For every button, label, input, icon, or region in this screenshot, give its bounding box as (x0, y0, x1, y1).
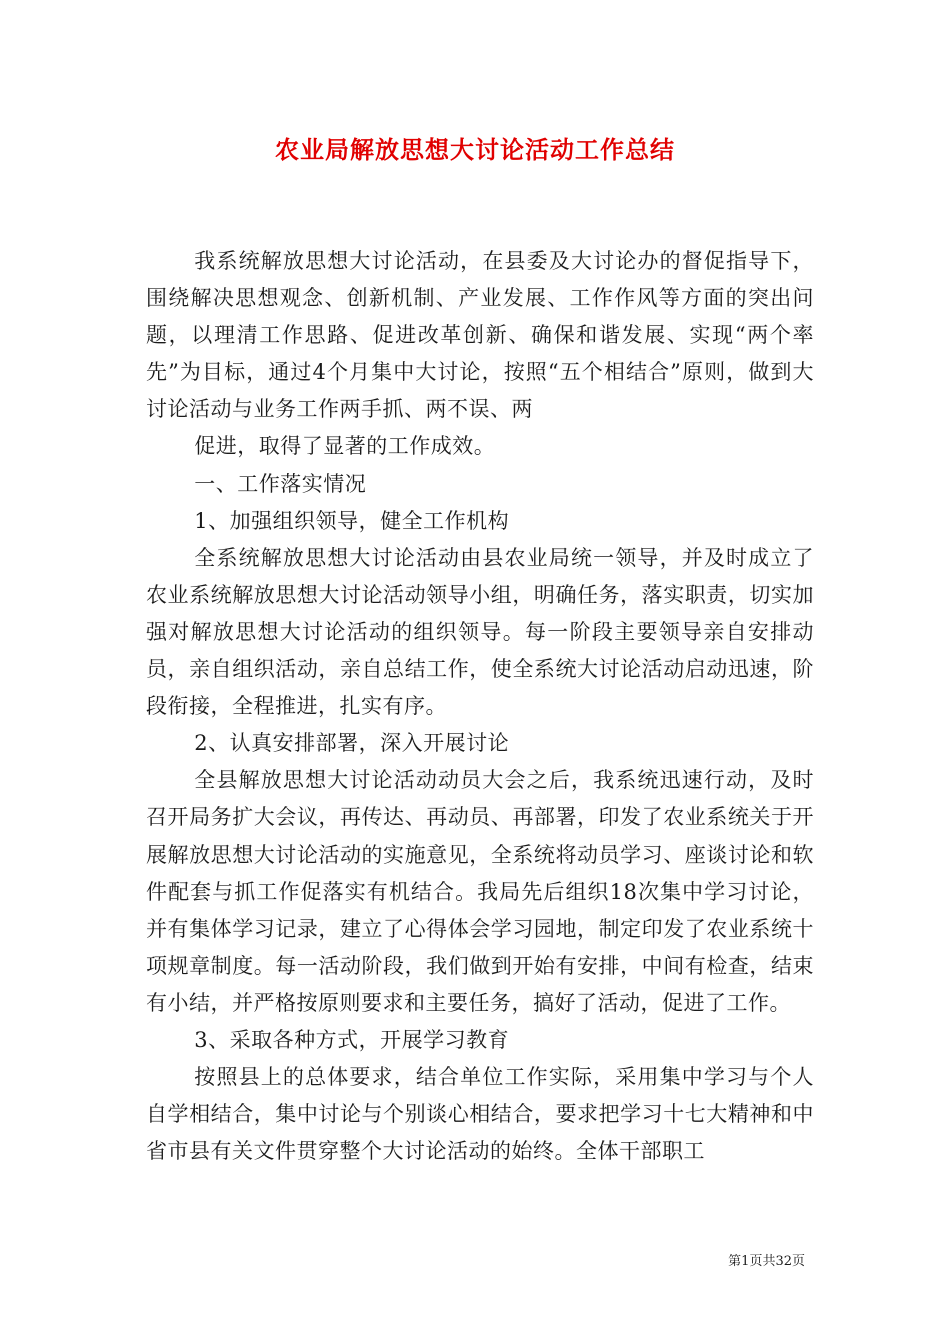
page-number: 第1页共32页 (728, 1254, 805, 1269)
section-heading-1: 一、工作落实情况 (194, 471, 367, 496)
document-body (146, 243, 814, 1170)
paragraph-organization: 全系统解放思想大讨论活动由县农业局统一领导，并及时成立了农业系统解放思想大讨论活动领导小组，明确任务，落实职责，切实加强对解放思想大讨论活动的组织领导。每一阶段主要领导亲自安排动员，亲自组织活动，亲自总结工作，使全系统大讨论活动启动迅速，阶段衔接，全程推进，扎实有序。 (146, 545, 814, 719)
subheading-3: 3、采取各种方式，开展学习教育 (194, 1027, 510, 1052)
document-title: 农业局解放思想大讨论活动工作总结 (275, 135, 675, 164)
paragraph-intro-continued: 促进，取得了显著的工作成效。 (194, 434, 496, 459)
subheading-1: 1、加强组织领导，健全工作机构 (194, 508, 510, 533)
paragraph-deployment: 全县解放思想大讨论活动动员大会之后，我系统迅速行动，及时召开局务扩大会议，再传达、再动员、再部署，印发了农业系统关于开展解放思想大讨论活动的实施意见，全系统将动员学习、座谈讨论和软件配套与抓工作促落实有机结合。我局先后组织18次集中学习讨论，并有集体学习记录，建立了心得体会学习园地，制定印发了农业系统十项规章制度。每一活动阶段，我们做到开始有安排，中间有检查，结束有小结，并严格按原则要求和主要任务，搞好了活动，促进了工作。 (146, 768, 814, 1015)
subheading-2: 2、认真安排部署，深入开展讨论 (194, 731, 510, 756)
paragraph-intro: 我系统解放思想大讨论活动，在县委及大讨论办的督促指导下，围绕解决思想观念、创新机制、产业发展、工作作风等方面的突出问题，以理清工作思路、促进改革创新、确保和谐发展、实现“两个率先”为目标，通过4个月集中大讨论，按照“五个相结合”原则，做到大讨论活动与业务工作两手抓、两不误、两 (146, 249, 814, 422)
paragraph-education: 按照县上的总体要求，结合单位工作实际，采用集中学习与个人自学相结合，集中讨论与个别谈心相结合，要求把学习十七大精神和中省市县有关文件贯穿整个大讨论活动的始终。全体干部职工 (146, 1065, 814, 1164)
